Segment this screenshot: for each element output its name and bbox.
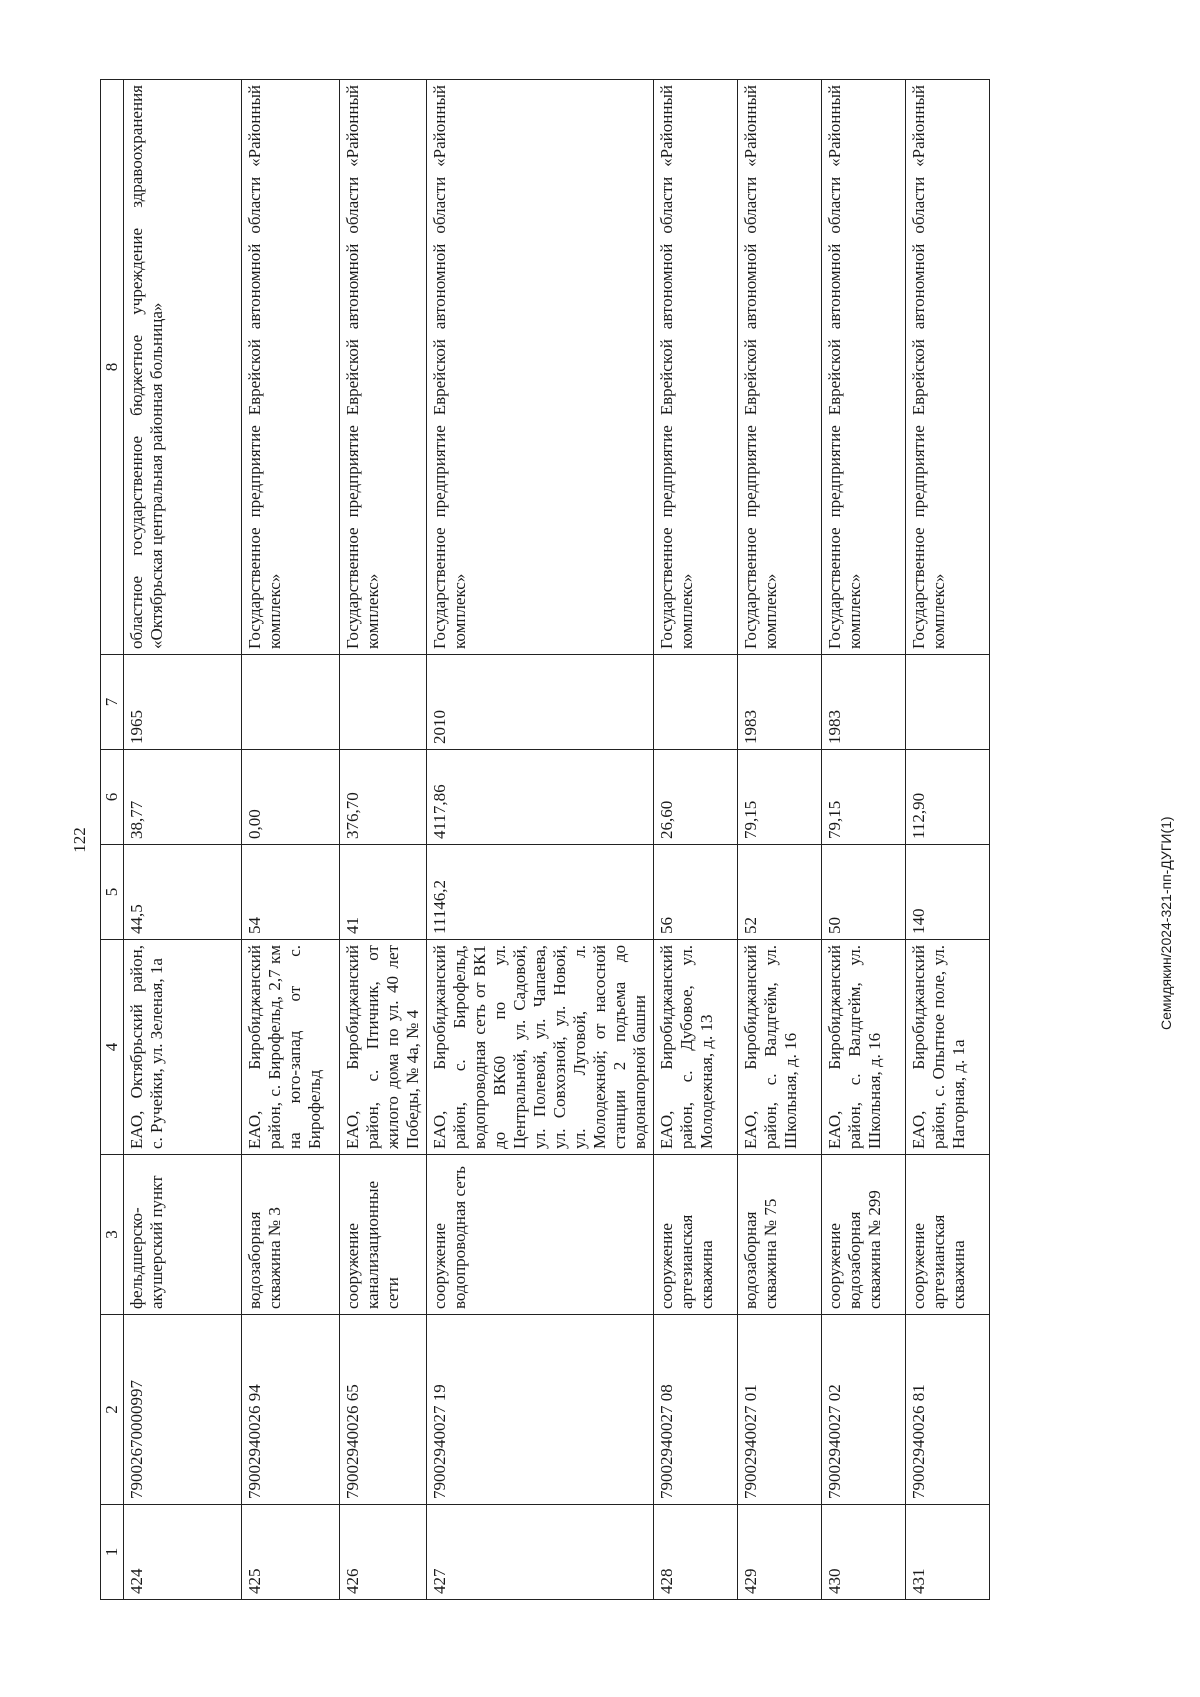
right-holder: Государственное предприятие Еврейской автономной области «Районный комплекс»	[654, 80, 738, 655]
right-holder: Государственное предприятие Еврейской автономной области «Районный комплекс»	[427, 80, 654, 655]
row-number: 428	[654, 1505, 738, 1600]
object-name: сооружение водозаборная скважина № 299	[822, 1155, 906, 1315]
table-row	[906, 80, 990, 1600]
object-address: ЕАО, Октябрьский район, с. Ручейки, ул. Зеленая, 1а	[124, 940, 242, 1155]
cadastral-number: 79002940027 02	[822, 1315, 906, 1505]
object-size: 140	[906, 845, 990, 940]
right-holder: областное государственное бюджетное учреждение здравоохранения «Октябрьская центральная районная больница»	[124, 80, 242, 655]
object-name: фельдшерско-акушерский пункт	[124, 1155, 242, 1315]
object-value: 79,15	[822, 750, 906, 845]
right-holder: Государственное предприятие Еврейской автономной области «Районный комплекс»	[822, 80, 906, 655]
table-row	[340, 80, 427, 1600]
object-value: 26,60	[654, 750, 738, 845]
object-value: 0,00	[242, 750, 340, 845]
object-size: 52	[738, 845, 822, 940]
table-row	[654, 80, 738, 1600]
page-number: 122	[70, 827, 89, 853]
header-row	[101, 80, 124, 1600]
document-footer: Семидякин/2024-321-пп-ДУГИ(1)	[1158, 816, 1174, 1030]
object-year: 1965	[124, 655, 242, 750]
object-size: 44,5	[124, 845, 242, 940]
col-header-5: 5	[101, 845, 124, 940]
cadastral-number: 79002940027 01	[738, 1315, 822, 1505]
right-holder: Государственное предприятие Еврейской автономной области «Районный комплекс»	[242, 80, 340, 655]
object-address: ЕАО, Биробиджанский район, с. Птичник, от жилого дома по ул. 40 лет Победы, № 4а, № 4	[340, 940, 427, 1155]
rotated-sheet	[70, 80, 1050, 1600]
object-year: 1983	[822, 655, 906, 750]
object-value: 38,77	[124, 750, 242, 845]
object-address: ЕАО, Биробиджанский район, с. Дубовое, ул. Молодежная, д. 13	[654, 940, 738, 1155]
object-name: сооружение артезианская скважина	[654, 1155, 738, 1315]
right-holder: Государственное предприятие Еврейской автономной области «Районный комплекс»	[738, 80, 822, 655]
object-value: 79,15	[738, 750, 822, 845]
object-name: водозаборная скважина № 75	[738, 1155, 822, 1315]
object-value: 376,70	[340, 750, 427, 845]
table-row	[124, 80, 242, 1600]
object-name: сооружение артезианская скважина	[906, 1155, 990, 1315]
property-table	[100, 79, 990, 1600]
col-header-2: 2	[101, 1315, 124, 1505]
object-address: ЕАО, Биробиджанский район, с. Опытное поле, ул. Нагорная, д. 1а	[906, 940, 990, 1155]
row-number: 427	[427, 1505, 654, 1600]
object-address: ЕАО, Биробиджанский район, с. Бирофельд, водопроводная сеть от ВК1 до ВК60 по ул. Центральной, ул. Садовой, ул. Полевой, ул. Чапаева, ул. Совхозной, ул. Новой, ул. Луговой, л. Молодежной; от насосной станции 2 подъема до водонапорной башни	[427, 940, 654, 1155]
object-value: 4117,86	[427, 750, 654, 845]
right-holder: Государственное предприятие Еврейской автономной области «Районный комплекс»	[906, 80, 990, 655]
object-size: 54	[242, 845, 340, 940]
col-header-4: 4	[101, 940, 124, 1155]
object-year	[906, 655, 990, 750]
object-year	[340, 655, 427, 750]
object-name: водозаборная скважина № 3	[242, 1155, 340, 1315]
object-name: сооружение канализационные сети	[340, 1155, 427, 1315]
object-address: ЕАО, Биробиджанский район, с. Валдгейм, ул. Школьная, д. 16	[738, 940, 822, 1155]
row-number: 429	[738, 1505, 822, 1600]
table-row	[427, 80, 654, 1600]
row-number: 425	[242, 1505, 340, 1600]
object-year	[242, 655, 340, 750]
object-size: 11146,2	[427, 845, 654, 940]
right-holder: Государственное предприятие Еврейской автономной области «Районный комплекс»	[340, 80, 427, 655]
cadastral-number: 79002940027 08	[654, 1315, 738, 1505]
table-row	[822, 80, 906, 1600]
object-year	[654, 655, 738, 750]
table-row	[738, 80, 822, 1600]
col-header-8: 8	[101, 80, 124, 655]
cadastral-number: 79002940026 94	[242, 1315, 340, 1505]
object-name: сооружение водопроводная сеть	[427, 1155, 654, 1315]
table-body	[124, 80, 990, 1600]
object-address: ЕАО, Биробиджанский район, с. Валдгейм, ул. Школьная, д. 16	[822, 940, 906, 1155]
col-header-1: 1	[101, 1505, 124, 1600]
object-address: ЕАО, Биробиджанский район, с. Бирофельд, 2,7 км на юго-запад от с. Бирофельд	[242, 940, 340, 1155]
col-header-7: 7	[101, 655, 124, 750]
object-size: 41	[340, 845, 427, 940]
table-row	[242, 80, 340, 1600]
col-header-6: 6	[101, 750, 124, 845]
cadastral-number: 79002940027 19	[427, 1315, 654, 1505]
object-year: 1983	[738, 655, 822, 750]
cadastral-number: 79002940026 65	[340, 1315, 427, 1505]
row-number: 424	[124, 1505, 242, 1600]
object-year: 2010	[427, 655, 654, 750]
row-number: 431	[906, 1505, 990, 1600]
cadastral-number: 79002670000997	[124, 1315, 242, 1505]
object-size: 50	[822, 845, 906, 940]
row-number: 430	[822, 1505, 906, 1600]
object-size: 56	[654, 845, 738, 940]
object-value: 112,90	[906, 750, 990, 845]
col-header-3: 3	[101, 1155, 124, 1315]
cadastral-number: 79002940026 81	[906, 1315, 990, 1505]
row-number: 426	[340, 1505, 427, 1600]
